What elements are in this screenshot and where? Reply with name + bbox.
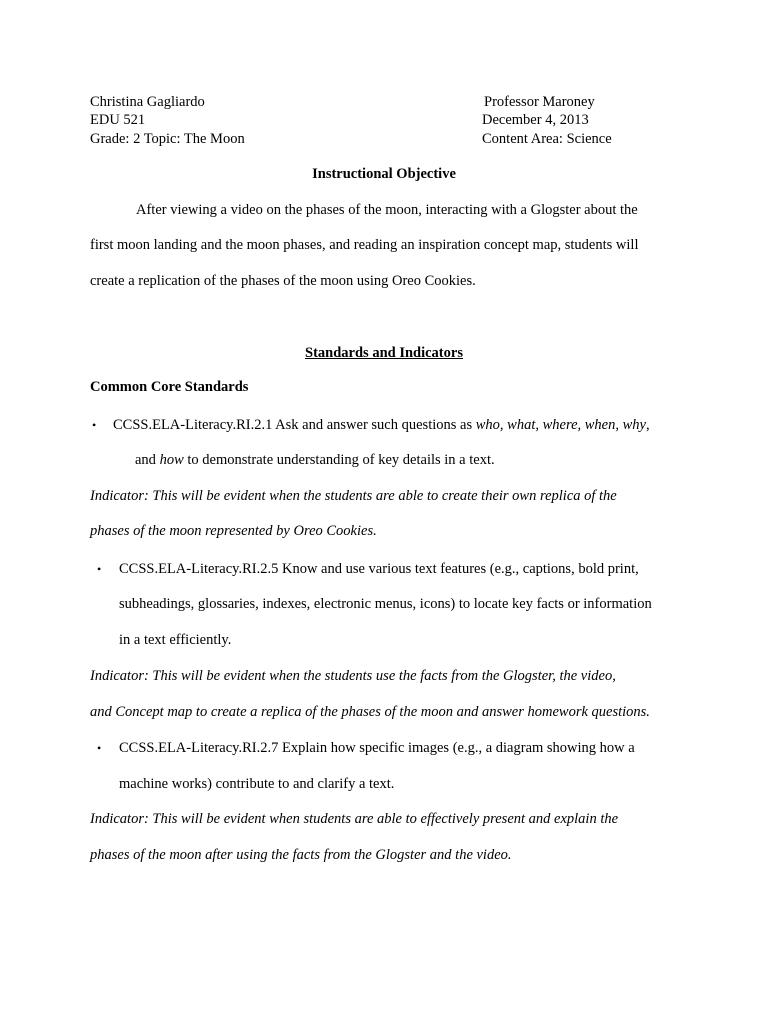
student-name: Christina Gagliardo	[90, 94, 205, 110]
objective-line-2: first moon landing and the moon phases, and reading an inspiration concept map, students will	[90, 237, 639, 253]
standard-ri-2-1-line-2	[135, 451, 495, 469]
common-core-subheading: Common Core Standards	[90, 379, 249, 395]
bullet-icon: •	[92, 418, 97, 432]
standard-ri-2-7-line-2: machine works) contribute to and clarify a text.	[119, 776, 395, 792]
standards-heading: Standards and Indicators	[305, 345, 463, 361]
course-code: EDU 521	[90, 112, 146, 128]
professor-name: Professor Maroney	[484, 94, 595, 110]
bullet-icon: •	[97, 562, 102, 576]
objective-line-1: After viewing a video on the phases of the moon, interacting with a Glogster about the	[136, 202, 638, 218]
indicator-3-line-2: phases of the moon after using the facts from the Glogster and the video.	[90, 847, 512, 863]
objective-line-3: create a replication of the phases of the moon using Oreo Cookies.	[90, 273, 476, 289]
standard-ri-2-5-line-3: in a text efficiently.	[119, 632, 232, 648]
grade-topic: Grade: 2 Topic: The Moon	[90, 131, 245, 147]
standard-ri-2-7-line-1: CCSS.ELA-Literacy.RI.2.7 Explain how specific images (e.g., a diagram showing how a	[119, 740, 635, 756]
question-words: who, what, where, when, why	[475, 417, 646, 433]
content-area: Content Area: Science	[482, 131, 612, 147]
standard-ri-2-1-text: CCSS.ELA-Literacy.RI.2.1 Ask and answer such questions as	[113, 417, 476, 433]
objective-heading: Instructional Objective	[312, 166, 456, 182]
standard-ri-2-1-text: to demonstrate understanding of key details in a text.	[183, 452, 495, 468]
standard-ri-2-5-line-2: subheadings, glossaries, indexes, electronic menus, icons) to locate key facts or information	[119, 596, 652, 612]
bullet-icon: •	[97, 741, 102, 755]
punctuation: ,	[645, 417, 650, 433]
standard-ri-2-1-text: and	[135, 452, 160, 468]
standard-ri-2-1-line-1	[113, 416, 650, 434]
indicator-3-line-1: Indicator: This will be evident when students are able to effectively present and explain the	[90, 811, 619, 827]
question-word-how: how	[159, 452, 184, 468]
indicator-1-line-1: Indicator: This will be evident when the students are able to create their own replica of the	[90, 488, 617, 504]
indicator-2-line-2: and Concept map to create a replica of the phases of the moon and answer homework questions.	[90, 704, 650, 720]
indicator-1-line-2: phases of the moon represented by Oreo Cookies.	[90, 523, 377, 539]
indicator-2-line-1: Indicator: This will be evident when the students use the facts from the Glogster, the video,	[90, 668, 616, 684]
standard-ri-2-5-line-1: CCSS.ELA-Literacy.RI.2.5 Know and use various text features (e.g., captions, bold print,	[119, 561, 639, 577]
document-date: December 4, 2013	[482, 112, 589, 128]
